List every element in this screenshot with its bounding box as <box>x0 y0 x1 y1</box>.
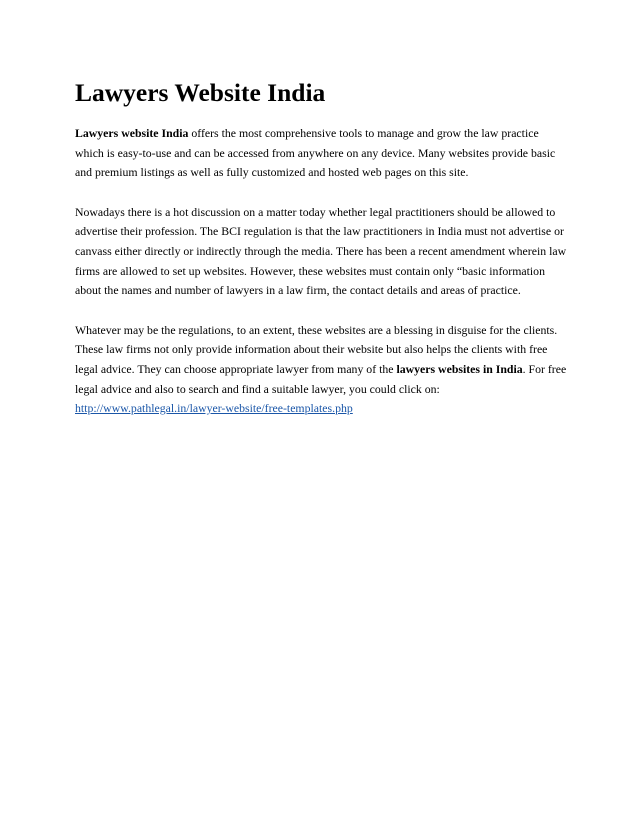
paragraph-closing <box>75 321 567 419</box>
regulation-text: Nowadays there is a hot discussion on a matter today whether legal practitioners should be allowed to advertise their profession. The BCI regulation is that the law practitioners in India must not advertise or canvass either directly or indirectly through the media. There has been a recent amendment wherein law firms are allowed to set up websites. However, these websites must contain only “basic information about the names and number of lawyers in a law firm, the contact details and areas of practice. <box>75 204 567 298</box>
paragraph-regulation <box>75 203 567 301</box>
closing-bold-term: lawyers websites in India <box>396 361 523 376</box>
closing-text-after: . For free legal advice and also to search and find a suitable lawyer, you could click on: <box>75 361 567 396</box>
paragraph-intro <box>75 124 567 183</box>
templates-link[interactable]: http://www.pathlegal.in/lawyer-website/free-templates.php <box>75 401 353 416</box>
intro-text: offers the most comprehensive tools to manage and grow the law practice which is easy-to-use and can be accessed from anywhere on any device. Many websites provide basic and premium listings as well as fully customized and hosted web pages on this site. <box>75 126 556 180</box>
closing-text-before: Whatever may be the regulations, to an extent, these websites are a blessing in disguise for the clients. These law firms not only provide information about their website but also helps the clients with free legal advice. They can choose appropriate lawyer from many of the <box>75 322 558 376</box>
intro-bold-lead: Lawyers website India <box>75 126 189 140</box>
page-title: Lawyers Website India <box>75 78 326 107</box>
document-page <box>75 78 567 439</box>
